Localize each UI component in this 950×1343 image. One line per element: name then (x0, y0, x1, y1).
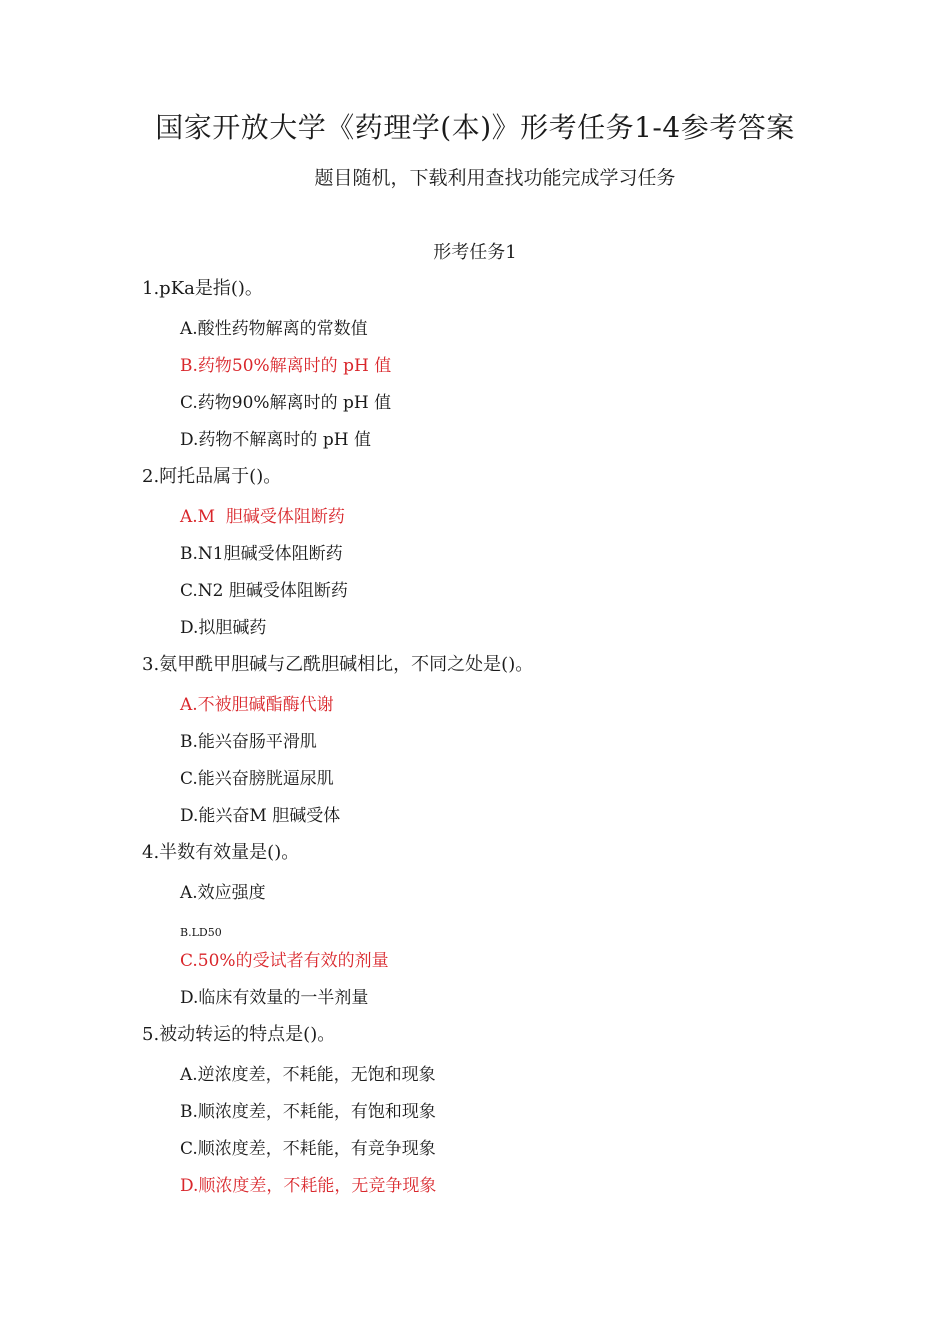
document-title: 国家开放大学《药理学(本)》形考任务1-4参考答案 (155, 111, 795, 144)
option-a: A.酸性药物解离的常数值 (180, 319, 368, 339)
option-c: C.N2 胆碱受体阻断药 (180, 581, 348, 601)
option-a-correct: A.不被胆碱酯酶代谢 (180, 695, 334, 715)
section-title: 形考任务1 (433, 242, 517, 263)
option-d: D.临床有效量的一半剂量 (180, 988, 369, 1008)
document-subtitle: 题目随机，下载利用查找功能完成学习任务 (314, 167, 676, 189)
question-text: 3.氨甲酰甲胆碱与乙酰胆碱相比，不同之处是()。 (142, 654, 534, 675)
option-c-correct: C.50%的受试者有效的剂量 (180, 951, 389, 971)
option-a: A.逆浓度差，不耗能，无饱和现象 (180, 1065, 436, 1085)
option-b-correct: B.药物50%解离时的 pH 值 (180, 356, 392, 376)
option-d: D.拟胆碱药 (180, 618, 267, 638)
option-b: B.N1胆碱受体阻断药 (180, 544, 343, 564)
option-d: D.药物不解离时的 pH 值 (180, 430, 371, 450)
option-c: C.能兴奋膀胱逼尿肌 (180, 769, 334, 789)
question-list (142, 272, 862, 1201)
option-b: B.顺浓度差，不耗能，有饱和现象 (180, 1102, 436, 1122)
option-c: C.药物90%解离时的 pH 值 (180, 393, 392, 413)
option-b: B.能兴奋肠平滑肌 (180, 732, 317, 752)
option-d-correct: D.顺浓度差，不耗能，无竞争现象 (180, 1176, 437, 1196)
option-b: B.LD50 (180, 926, 222, 939)
question-text: 1.pKa是指()。 (142, 278, 263, 299)
option-a-correct: A.M 胆碱受体阻断药 (180, 507, 345, 527)
option-a: A.效应强度 (180, 883, 266, 903)
question-text: 5.被动转运的特点是()。 (142, 1024, 336, 1045)
question-text: 4.半数有效量是()。 (142, 842, 300, 863)
option-c: C.顺浓度差，不耗能，有竞争现象 (180, 1139, 436, 1159)
question-text: 2.阿托品属于()。 (142, 466, 282, 487)
option-d: D.能兴奋M 胆碱受体 (180, 806, 341, 826)
